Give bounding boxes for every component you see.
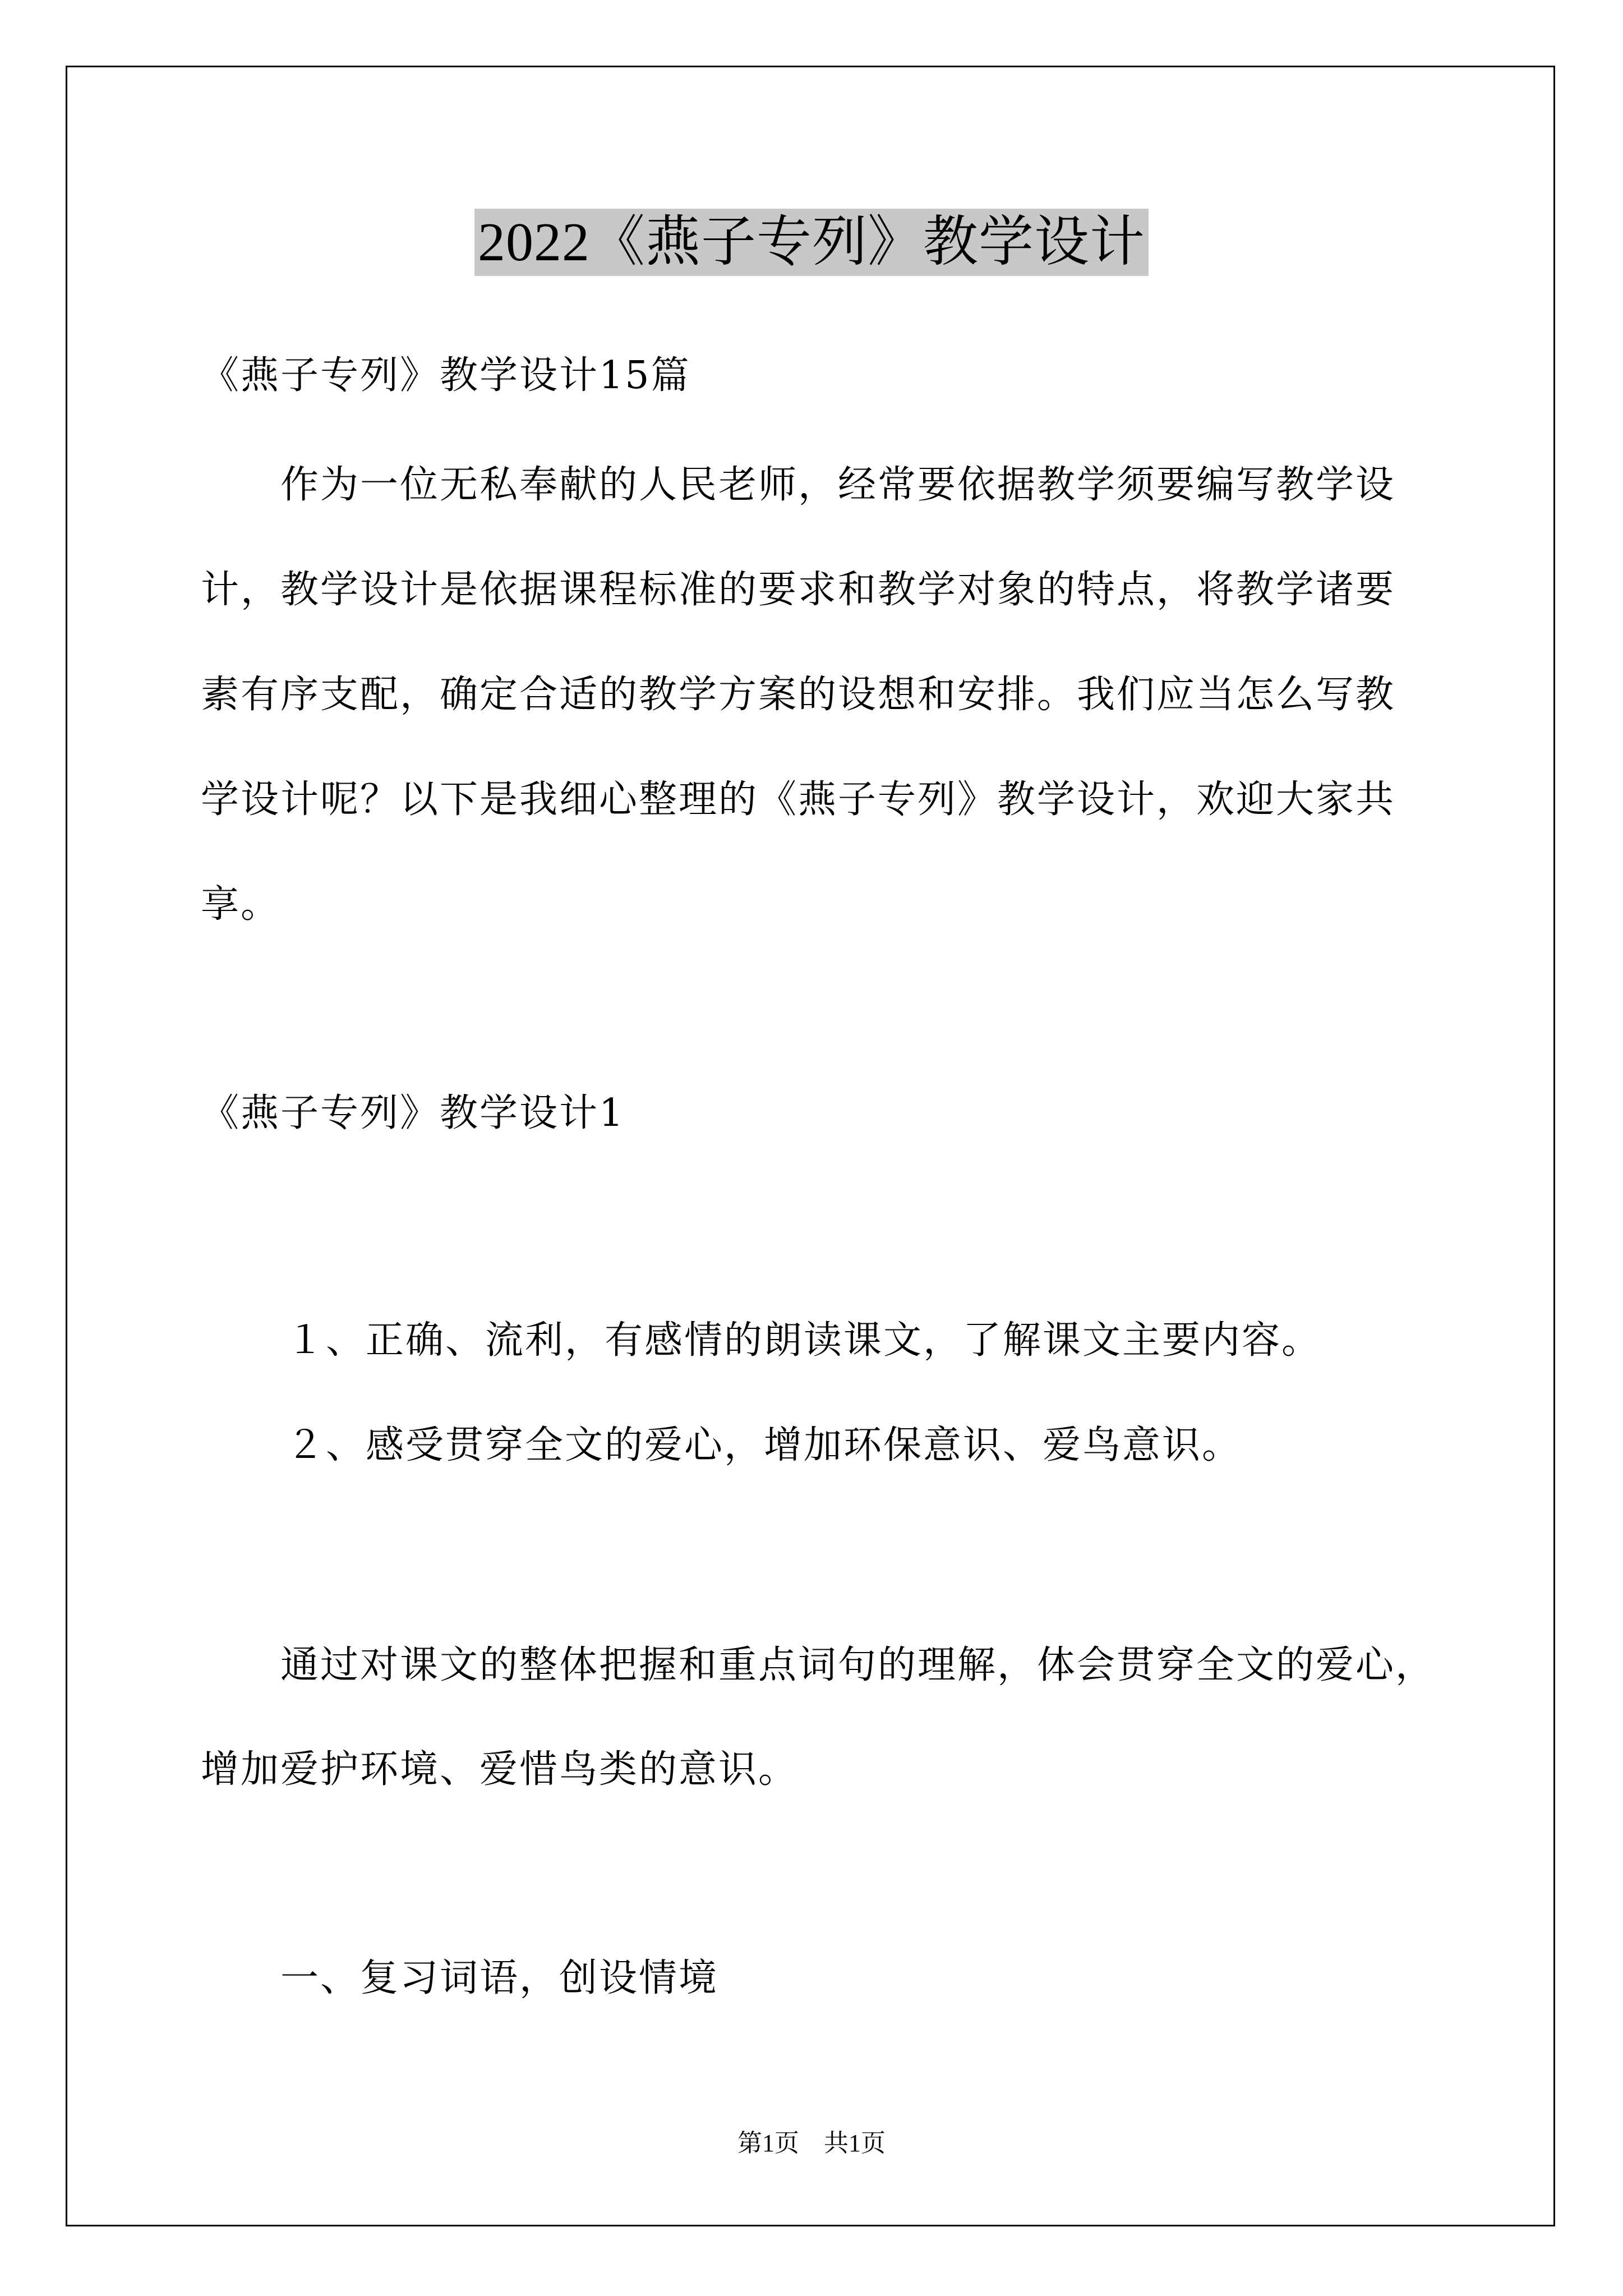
intro-line-3: 素有序支配，确定合适的教学方案的设想和安排。我们应当怎么写教 — [201, 673, 1396, 717]
section-heading: 《燕子专列》教学设计1 — [201, 1091, 625, 1135]
document-subtitle: 《燕子专列》教学设计15篇 — [201, 353, 691, 398]
intro-line-1: 作为一位无私奉献的人民老师，经常要依据教学须要编写教学设 — [280, 463, 1396, 507]
focus-line-2: 增加爱护环境、爱惜鸟类的意识。 — [201, 1747, 799, 1792]
title-container — [0, 209, 1623, 276]
objective-2: ２、感受贯穿全文的爱心，增加环保意识、爱鸟意识。 — [286, 1423, 1242, 1467]
intro-line-5: 享。 — [201, 882, 281, 927]
focus-line-1: 通过对课文的整体把握和重点词句的理解，体会贯穿全文的爱心， — [280, 1643, 1436, 1687]
step-heading: 一、复习词语，创设情境 — [280, 1956, 719, 2000]
page-footer: 第1页 共1页 — [737, 2129, 886, 2157]
objective-1: １、正确、流利，有感情的朗读课文，了解课文主要内容。 — [286, 1318, 1322, 1363]
document-title: 2022《燕子专列》教学设计 — [474, 209, 1149, 276]
intro-line-4: 学设计呢？以下是我细心整理的《燕子专列》教学设计，欢迎大家共 — [201, 777, 1396, 822]
intro-line-2: 计，教学设计是依据课程标准的要求和教学对象的特点，将教学诸要 — [201, 568, 1396, 612]
